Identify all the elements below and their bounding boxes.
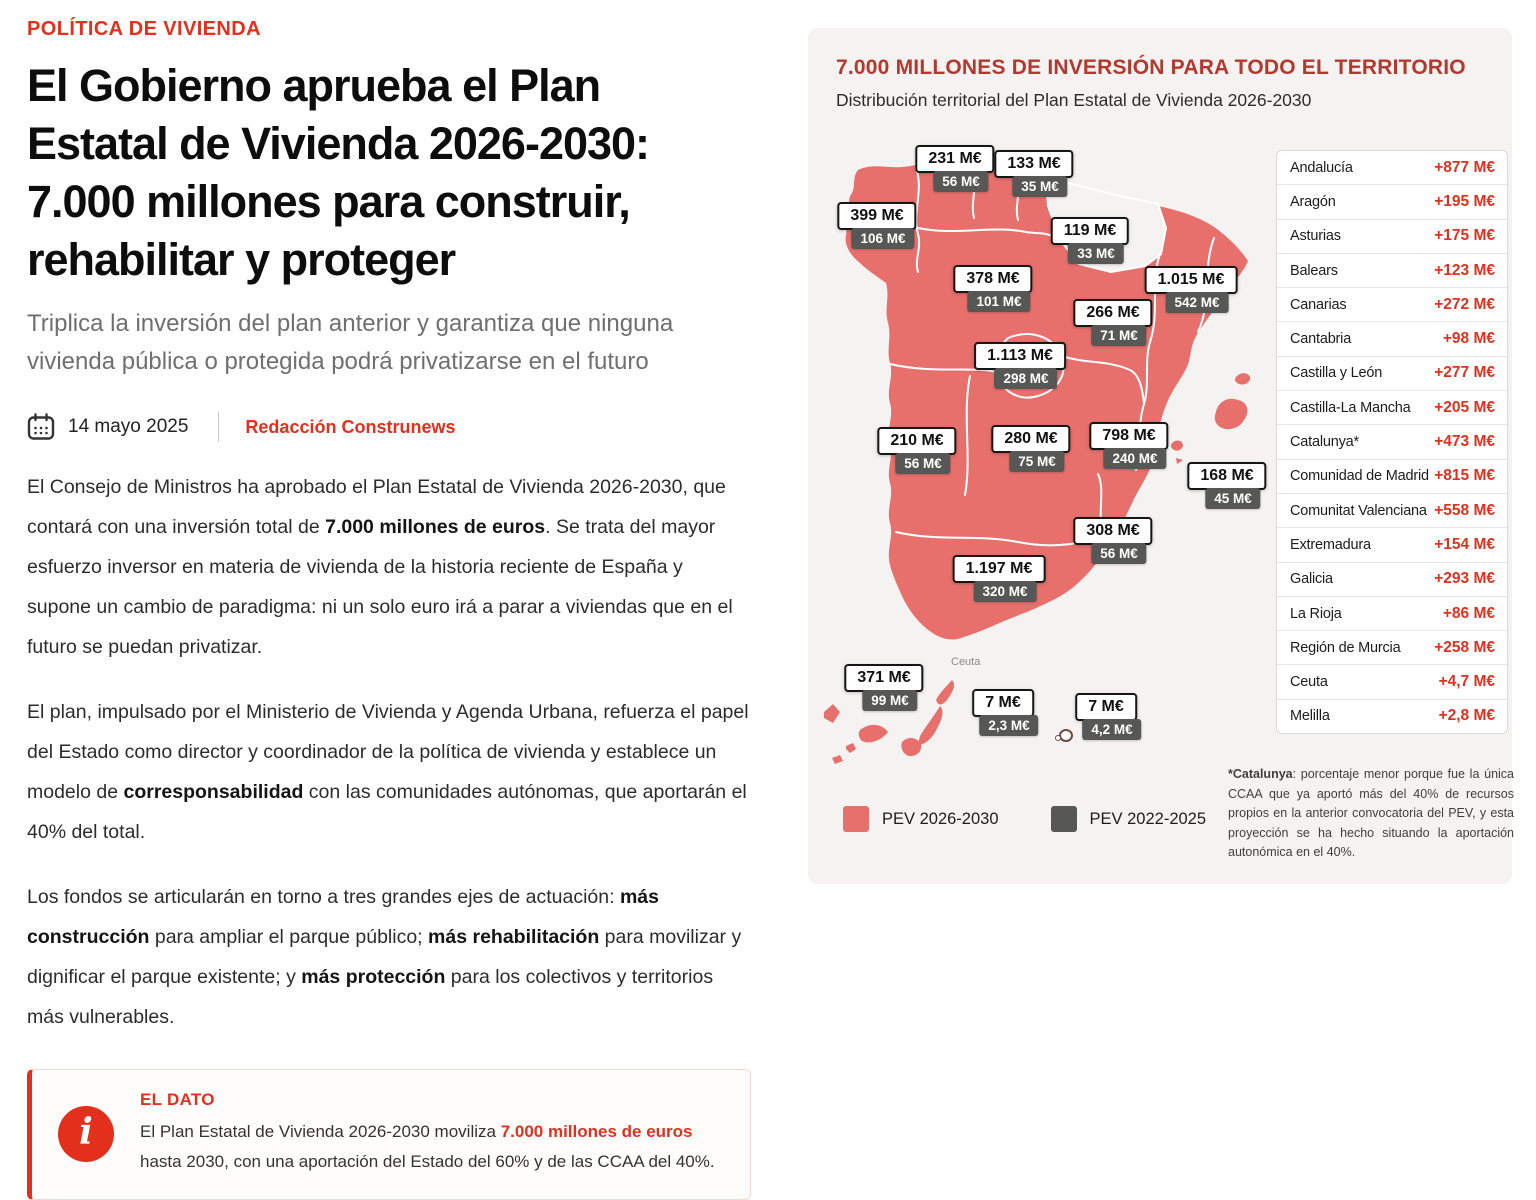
text-segment: . Se trata del mayor esfuerzo inversor en materia de vivienda de la historia reciente de España y supone un cambio de paradigma: ni un solo euro irá a parar a viviendas que en el futuro se puedan privatizar. xyxy=(27,516,733,658)
article-meta xyxy=(27,405,751,449)
table-row-canarias xyxy=(1277,287,1507,321)
table-region-name: Comunidad de Madrid xyxy=(1290,468,1429,485)
table-region-value: +877 M€ xyxy=(1434,158,1495,176)
info-icon: i xyxy=(58,1106,114,1162)
text-segment: más rehabilitación xyxy=(428,926,600,948)
pev-2026-2030-value: 231 M€ xyxy=(915,145,994,173)
infographic-card xyxy=(808,28,1512,884)
infographic-subtitle: Distribución territorial del Plan Estatal de Vivienda 2026-2030 xyxy=(836,90,1312,110)
text-segment: Los fondos se articularán en torno a tres grandes ejes de actuación: xyxy=(27,886,620,908)
pev-2022-2025-value: 298 M€ xyxy=(994,368,1057,389)
map-label-canarias xyxy=(844,664,923,711)
table-region-value: +815 M€ xyxy=(1434,467,1495,485)
table-region-value: +98 M€ xyxy=(1442,330,1495,348)
legend-item xyxy=(843,806,999,832)
table-region-name: Melilla xyxy=(1290,708,1330,725)
map-label-comunidad-de-madrid xyxy=(974,342,1066,389)
text-segment: El Consejo de Ministros ha aprobado el Plan Estatal de Vivienda 2026-2030, que contará con una inversión total de xyxy=(27,476,726,538)
table-region-name: La Rioja xyxy=(1290,605,1342,622)
table-row-catalunya xyxy=(1277,424,1507,458)
legend-swatch xyxy=(1051,806,1077,832)
article-paragraph xyxy=(27,467,751,667)
table-row-andalucia xyxy=(1277,151,1507,184)
infobox xyxy=(27,1069,751,1200)
table-region-value: +123 M€ xyxy=(1434,261,1495,279)
legend-label: PEV 2026-2030 xyxy=(882,809,999,828)
table-region-name: Castilla-La Mancha xyxy=(1290,399,1411,416)
legend-item xyxy=(1051,806,1207,832)
table-region-name: Asturias xyxy=(1290,228,1341,245)
map-label-castilla-y-leon xyxy=(953,265,1032,312)
map-label-melilla xyxy=(1075,693,1137,740)
table-row-balears xyxy=(1277,253,1507,287)
text-segment: corresponsabilidad xyxy=(123,781,304,803)
pev-2022-2025-value: 56 M€ xyxy=(933,171,989,192)
table-row-comunitat-valenciana xyxy=(1277,493,1507,527)
article-body xyxy=(27,467,751,1037)
pev-2026-2030-value: 7 M€ xyxy=(972,689,1034,717)
pev-2026-2030-value: 1.113 M€ xyxy=(974,342,1066,370)
table-region-name: Extremadura xyxy=(1290,536,1371,553)
table-region-name: Región de Murcia xyxy=(1290,639,1401,656)
map-label-asturias xyxy=(915,145,994,192)
pev-2026-2030-value: 399 M€ xyxy=(837,202,916,230)
table-row-asturias xyxy=(1277,219,1507,253)
text-segment: más construcción xyxy=(27,886,659,948)
table-region-name: Aragón xyxy=(1290,193,1336,210)
pev-2026-2030-value: 119 M€ xyxy=(1051,217,1129,245)
table-region-value: +258 M€ xyxy=(1434,638,1495,656)
pev-2026-2030-value: 308 M€ xyxy=(1073,517,1152,545)
map-label-aragon xyxy=(1073,299,1152,346)
map-label-comunitat-valenciana xyxy=(1089,422,1168,469)
table-region-name: Comunitat Valenciana xyxy=(1290,502,1427,519)
article-headline: El Gobierno aprueba el Plan Estatal de Vivienda 2026-2030: 7.000 millones para construir, rehabilitar y proteger xyxy=(27,60,650,285)
calendar-icon xyxy=(27,413,55,441)
pev-2026-2030-value: 378 M€ xyxy=(953,265,1032,293)
table-region-name: Canarias xyxy=(1290,296,1347,313)
article-author-link[interactable]: Redacción Construnews xyxy=(245,416,456,437)
article-subheadline: Triplica la inversión del plan anterior y garantiza que ninguna vivienda pública o protegida podrá privatizarse en el futuro xyxy=(27,310,674,375)
map-label-balears xyxy=(1187,462,1266,509)
table-row-cantabria xyxy=(1277,321,1507,355)
article-kicker[interactable]: POLÍTICA DE VIVIENDA xyxy=(27,18,261,40)
meta-divider xyxy=(218,412,219,442)
legend-swatch xyxy=(843,806,869,832)
pev-2026-2030-value: 133 M€ xyxy=(994,150,1073,178)
table-region-value: +175 M€ xyxy=(1434,227,1495,245)
pev-2026-2030-value: 7 M€ xyxy=(1075,693,1137,721)
table-region-value: +2,8 M€ xyxy=(1438,707,1495,725)
pev-2026-2030-value: 371 M€ xyxy=(844,664,923,692)
table-region-value: +4,7 M€ xyxy=(1438,673,1495,691)
table-region-value: +86 M€ xyxy=(1442,604,1495,622)
infobox-text xyxy=(140,1117,724,1177)
ceuta-caption: Ceuta xyxy=(951,656,981,668)
table-row-aragon xyxy=(1277,184,1507,218)
pev-2026-2030-value: 798 M€ xyxy=(1089,422,1168,450)
pev-2022-2025-value: 240 M€ xyxy=(1103,448,1166,469)
text-segment: El plan, impulsado por el Ministerio de Vivienda y Agenda Urbana, refuerza el papel del Estado como director y coordinador de la política de vivienda y establece un modelo de xyxy=(27,701,749,803)
table-region-value: +195 M€ xyxy=(1434,192,1495,210)
pev-2026-2030-value: 266 M€ xyxy=(1073,299,1152,327)
table-region-value: +154 M€ xyxy=(1434,535,1495,553)
article-paragraph xyxy=(27,877,751,1037)
article xyxy=(27,18,751,1200)
table-region-name: Balears xyxy=(1290,262,1338,279)
table-region-value: +205 M€ xyxy=(1434,398,1495,416)
table-region-value: +277 M€ xyxy=(1434,364,1495,382)
text-segment: para movilizar y dignificar el parque existente; y xyxy=(27,926,742,988)
pev-2022-2025-value: 33 M€ xyxy=(1068,243,1124,264)
pev-2022-2025-value: 71 M€ xyxy=(1091,325,1147,346)
table-row-region-de-murcia xyxy=(1277,630,1507,664)
map-label-la-rioja xyxy=(1051,217,1129,264)
pev-2026-2030-value: 168 M€ xyxy=(1187,462,1266,490)
text-segment: 7.000 millones de euros xyxy=(325,516,546,538)
pev-2022-2025-value: 542 M€ xyxy=(1165,292,1228,313)
map-label-galicia xyxy=(837,202,916,249)
table-row-castilla-y-leon xyxy=(1277,356,1507,390)
text-segment: hasta 2030, con una aportación del Estado del 60% y de las CCAA del 40%. xyxy=(140,1152,715,1171)
map-label-cantabria xyxy=(994,150,1073,197)
region-table xyxy=(1276,150,1508,734)
table-row-castilla-la-mancha xyxy=(1277,390,1507,424)
text-segment: para ampliar el parque público; xyxy=(149,926,429,948)
pev-2026-2030-value: 280 M€ xyxy=(991,425,1070,453)
table-region-name: Andalucía xyxy=(1290,159,1353,176)
map-label-region-de-murcia xyxy=(1073,517,1152,564)
pev-2022-2025-value: 2,3 M€ xyxy=(979,715,1038,736)
table-region-name: Cantabria xyxy=(1290,331,1352,348)
text-segment: : porcentaje menor porque fue la única CCAA que ya aportó más del 40% de recursos propios en la anterior convocatoria del PEV, y esta proyección se ha hecho situando la aportación autonómica en el 40%. xyxy=(1228,767,1514,859)
article-paragraph xyxy=(27,692,751,852)
table-region-value: +272 M€ xyxy=(1434,295,1495,313)
table-region-name: Galicia xyxy=(1290,571,1333,588)
pev-2022-2025-value: 45 M€ xyxy=(1205,488,1261,509)
text-segment: con las comunidades autónomas, que aportarán el 40% del total. xyxy=(27,781,747,843)
pev-2022-2025-value: 4,2 M€ xyxy=(1082,719,1141,740)
map-label-ceuta xyxy=(972,689,1034,736)
text-segment: para los colectivos y territorios más vulnerables. xyxy=(27,966,714,1028)
table-row-comunidad-de-madrid xyxy=(1277,459,1507,493)
pev-2022-2025-value: 101 M€ xyxy=(967,291,1030,312)
text-segment: 7.000 millones de euros xyxy=(500,1122,693,1141)
table-region-name: Castilla y León xyxy=(1290,365,1383,382)
pev-2022-2025-value: 75 M€ xyxy=(1009,451,1065,472)
infobox-title: EL DATO xyxy=(140,1090,215,1109)
table-row-galicia xyxy=(1277,562,1507,596)
legend xyxy=(843,806,1206,832)
pev-2026-2030-value: 210 M€ xyxy=(877,427,956,455)
text-segment: más protección xyxy=(301,966,446,988)
map-label-andalucia xyxy=(953,555,1046,602)
pev-2022-2025-value: 320 M€ xyxy=(973,581,1036,602)
map-label-catalunya xyxy=(1145,266,1238,313)
pev-2022-2025-value: 56 M€ xyxy=(1091,543,1147,564)
text-segment: *Catalunya xyxy=(1228,767,1293,781)
table-region-name: Ceuta xyxy=(1290,674,1328,691)
infobox-content xyxy=(140,1090,724,1177)
table-region-value: +293 M€ xyxy=(1434,570,1495,588)
table-row-melilla xyxy=(1277,699,1507,733)
melilla-marker-icon xyxy=(1059,729,1073,742)
pev-2022-2025-value: 106 M€ xyxy=(851,228,914,249)
legend-label: PEV 2022-2025 xyxy=(1089,809,1207,828)
text-segment: El Plan Estatal de Vivienda 2026-2030 moviliza xyxy=(140,1122,501,1141)
map-label-extremadura xyxy=(877,427,956,474)
pev-2022-2025-value: 56 M€ xyxy=(895,453,951,474)
pev-2022-2025-value: 35 M€ xyxy=(1012,176,1068,197)
infographic-title: 7.000 MILLONES DE INVERSIÓN PARA TODO EL TERRITORIO xyxy=(836,56,1466,79)
map-label-castilla-la-mancha xyxy=(991,425,1070,472)
footnote xyxy=(1228,765,1514,863)
table-row-ceuta xyxy=(1277,664,1507,698)
table-region-name: Catalunya* xyxy=(1290,434,1359,451)
table-region-value: +558 M€ xyxy=(1434,501,1495,519)
pev-2026-2030-value: 1.015 M€ xyxy=(1145,266,1238,294)
table-region-value: +473 M€ xyxy=(1434,433,1495,451)
article-date: 14 mayo 2025 xyxy=(68,416,189,437)
pev-2022-2025-value: 99 M€ xyxy=(862,690,918,711)
table-row-la-rioja xyxy=(1277,596,1507,630)
table-row-extremadura xyxy=(1277,527,1507,561)
pev-2026-2030-value: 1.197 M€ xyxy=(953,555,1046,583)
